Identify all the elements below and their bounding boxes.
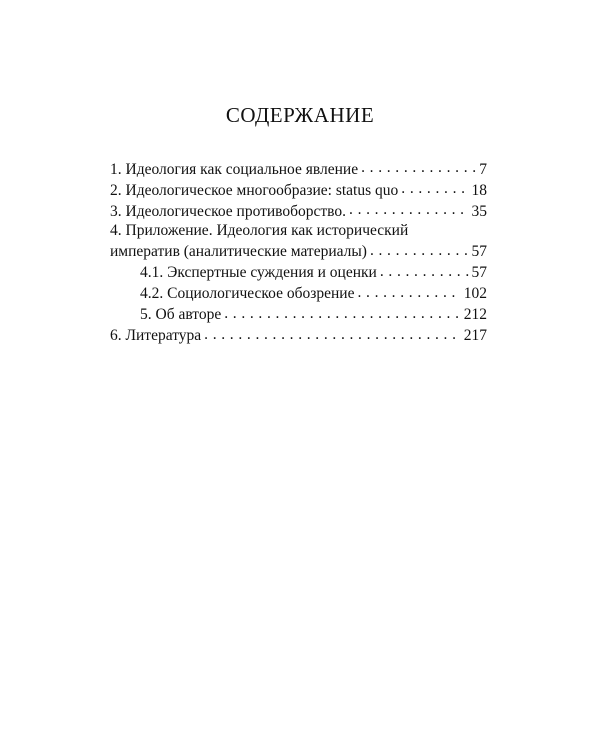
toc-entry-page: 7 bbox=[479, 160, 487, 178]
toc-entry-label: 4.1. Экспертные суждения и оценки bbox=[140, 264, 377, 281]
toc-entry-page: 35 bbox=[471, 202, 487, 220]
dot-leader bbox=[349, 200, 468, 216]
dot-leader bbox=[370, 241, 469, 257]
toc-entry-6[interactable] bbox=[110, 325, 487, 346]
table-of-contents bbox=[110, 158, 487, 346]
toc-entry-page: 18 bbox=[471, 181, 487, 199]
dot-leader bbox=[380, 262, 469, 278]
toc-entry-4-2[interactable] bbox=[110, 283, 487, 304]
toc-entry-label: 2. Идеологическое многообразие: status quo bbox=[110, 181, 399, 199]
toc-entry-label: 5. Об авторе bbox=[140, 306, 222, 323]
toc-entry-line2 bbox=[110, 241, 487, 262]
toc-entry-label-line2: императив (аналитические материалы) bbox=[110, 243, 367, 260]
toc-entry-page: 217 bbox=[463, 327, 487, 344]
toc-entry-label: 6. Литература bbox=[110, 327, 202, 344]
toc-entry-2[interactable] bbox=[110, 179, 487, 200]
toc-entry-5[interactable] bbox=[110, 304, 487, 325]
toc-entry-label: 3. Идеологическое противоборство. bbox=[110, 202, 347, 220]
toc-entry-page: 212 bbox=[463, 306, 487, 323]
toc-entry-page: 57 bbox=[471, 264, 487, 281]
dot-leader bbox=[204, 325, 461, 341]
toc-entry-page: 57 bbox=[471, 243, 487, 260]
toc-entry-label: 4.2. Социологическое обозрение bbox=[140, 285, 355, 302]
dot-leader bbox=[224, 304, 461, 320]
toc-entry-4[interactable] bbox=[110, 221, 487, 262]
dot-leader bbox=[357, 283, 460, 299]
toc-entry-1[interactable] bbox=[110, 158, 487, 179]
page-title: СОДЕРЖАНИЕ bbox=[225, 103, 375, 127]
dot-leader bbox=[361, 158, 476, 174]
toc-entry-4-1[interactable] bbox=[110, 262, 487, 283]
toc-entry-label: 1. Идеология как социальное явление bbox=[110, 160, 359, 178]
toc-entry-page: 102 bbox=[463, 285, 487, 302]
toc-entry-3[interactable] bbox=[110, 200, 487, 221]
toc-entry-label-line1: 4. Приложение. Идеология как исторический bbox=[110, 222, 409, 239]
dot-leader bbox=[401, 179, 468, 195]
